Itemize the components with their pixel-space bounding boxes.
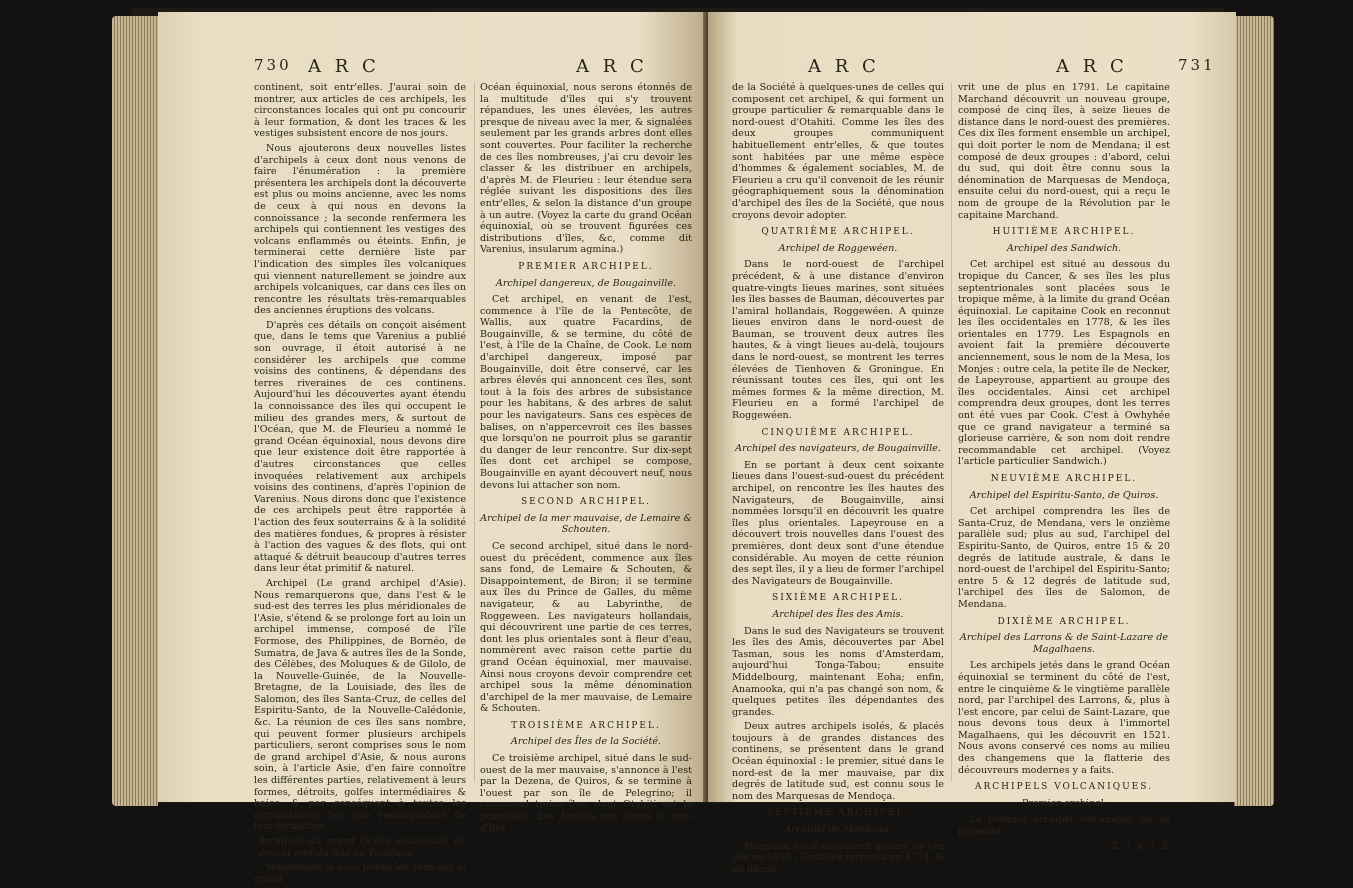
- paragraph: Cet archipel comprendra les îles de Santa-Cruz, de Mendana, vers le onzième parallèle sud; plus au sud, l'archipel del Espiritu-Santo, de Quiros, entre 15 & 20 degrés de latitude australe, & dans le nord-ouest de l'archipel del Espiritu-Santo; entre 5 & 12 degrés de latitude sud, l'archipel des îles de Salomon, de Mendana.: [958, 506, 1170, 610]
- left-page-edges: [112, 16, 158, 806]
- section-subtitle: Archipel des Îles de la Société.: [510, 736, 662, 748]
- section-title: ARCHIPELS VOLCANIQUES.: [975, 782, 1153, 793]
- paragraph: Le premier archipel volcanique qui se présente: [958, 814, 1170, 838]
- section-subtitle: Archipel des Sandwich.: [1006, 242, 1122, 254]
- paragraph: Maintenant si nous jetons les yeux sur le grand: [254, 862, 466, 885]
- right-column-2: [958, 82, 1170, 852]
- right-column-1: [732, 82, 944, 878]
- left-column-1: [254, 82, 466, 888]
- column-rule: [474, 82, 475, 782]
- section-subtitle: Archipel des navigateurs, de Bougainville.: [735, 443, 941, 455]
- paragraph: Cet archipel est situé au dessous du tropique du Cancer, & ses îles les plus septentrionales sont placées sous le tropique même, à la limite du grand Océan équinoxial. Le capitaine Cook en reconnut les îles occidentales en 1778, & les îles orientales en 1779. Les Espagnols en avoient fait la première découverte anciennement, sous le nom de la Mesa, los Monjes : outre cela, la petite île de Necker, de Lapeyrouse, appartient au groupe des îles occidentales. Ainsi cet archipel comprendra deux groupes, dont les terres ont été vues par Cook. C'est à Owhyhée que ce grand navigateur a terminé sa glorieuse carrière, & son nom doit rendre recommandable cet archipel. (Voyez l'article particulier Sandwich.): [958, 259, 1170, 468]
- section-subtitle: Premier archipel.: [1021, 797, 1107, 809]
- section-title: NEUVIÈME ARCHIPEL.: [990, 474, 1138, 484]
- paragraph: Archipel (Le grand archipel d'Asie). Nous remarquerons que, dans l'est & le sud-est des terres les plus méridionales de l'Asie, s'étend & se prolonge fort au loin un archipel immense, composé de l'île Formose, des Philippines, de Bornéo, de Sumatra, de Java & autres îles de la Sonde, des Célèbes, des Moluques & de Gilolo, de la Nouvelle-Guinée, de la Nouvelle-Bretagne, de la Louisiade, des îles de Salomon, des îles Santa-Cruz, de celles del Espiritu-Santo, de la Nouvelle-Calédonie, &c. La réunion de ces îles sans nombre, qui peuvent former plusieurs archipels particuliers, seront comprises sous le nom de grand archipel d'Asie, & nous aurons soin, à l'article Asie, d'en faire connoître les différentes parties, relativement à leurs formes, détroits, golfes intermédiaires & baies, & par conséquent à toutes les circonstances les plus remarquables de leur formation.: [254, 577, 466, 833]
- paragraph: vrit une de plus en 1791. Le capitaine Marchand découvrit un nouveau groupe, composé de cinq îles, à seize lieues de distance dans le nord-ouest des premières. Ces dix îles forment ensemble un archipel, qui doit porter le nom de Mendana; il est composé de deux groupes : d'abord, celui du sud, qui doit être connu sous la dénomination de Marquesas de Mendoça, ensuite celui du nord-ouest, qui a reçu le nom de groupe de la Révolution par le capitaine Marchand.: [958, 82, 1170, 221]
- paragraph: continent, soit entr'elles. J'aurai soin de montrer, aux articles de ces archipels, les circonstances locales qui ont pu concourir à leur formation, & dont les traces & les vestiges subsistent encore de nos jours.: [254, 82, 466, 140]
- paragraph: Cet archipel, en venant de l'est, commence à l'île de la Pentecôte, de Wallis, aux quatre Facardins, de Bougainville, & se termine, du côté de l'est, à l'île de la Chaîne, de Cook. Le nom d'archipel dangereux, imposé par Bougainville, doit être conservé, car les arbres élevés qui annoncent ces îles, sont tout à la fois des arbres de subsistance pour les habitans, & des arbres de salut pour les navigateurs. Sans ces espèces de balises, on n'appercevroit ces îles basses que lorsqu'on ne pourroit plus se garantir du danger de leur rencontre. Sur dix-sept îles dont cet archipel se compose, Bougainville en ayant découvert neuf, nous devons lui attacher son nom.: [480, 294, 692, 491]
- section-title: CINQUIÈME ARCHIPEL.: [761, 427, 915, 438]
- paragraph: Dans le sud des Navigateurs se trouvent les îles des Amis, découvertes par Abel Tasman, sous les noms d'Amsterdam, aujourd'hui Tonga-Tabou; ensuite Middelbourg, maintenant Eoha; enfin, Anamooka, qui n'a pas changé son nom, & quelques petites îles dépendantes des grandes.: [732, 625, 944, 718]
- left-page: [158, 12, 710, 885]
- section-title: QUATRIÈME ARCHIPEL.: [761, 227, 915, 238]
- section-title: DIXIÈME ARCHIPEL.: [997, 616, 1131, 627]
- paragraph: D'après ces détails on conçoit aisément que, dans le tems que Varenius a publié son ouvrage, il étoit autorisé à ne considérer les archipels que comme voisins des continens, & dépendans des terres riveraines de ces continens. Aujourd'hui les découvertes ayant étendu la connoissance des îles qui occupent le milieu des grandes mers, & surtout de l'Océan, que M. de Fleurieu a nommé le grand Océan équinoxial, nous devons dire que leur existence doit être rapportée à d'autres circonstances que celles invoquées relativement aux archipels voisins des continens, d'après l'opinion de Varenius. Nous dirons donc que l'existence de ces archipels peut être rapportée à l'action des feux souterrains & à la solidité des matières fondues, & propres à résister à l'action des vagues & des flots, qui ont attaqué & détruit beaucoup d'autres terres dans leur état primitif & naturel.: [254, 319, 466, 575]
- right-page: [708, 12, 1236, 875]
- page-number-right: 731: [1178, 56, 1216, 74]
- section-title: TROISIÈME ARCHIPEL.: [511, 720, 661, 731]
- running-head-center-right: A R C: [808, 56, 880, 77]
- left-column-2: [480, 82, 692, 837]
- section-subtitle: Archipel de la mer mauvaise, de Lemaire & Schouten.: [480, 512, 692, 536]
- paragraph: de la Société à quelques-unes de celles qui composent cet archipel, & qui forment un groupe particulier & remarquable dans le nord-ouest d'Otahiti. Comme les îles des deux groupes communiquent habituellement entr'elles, & que toutes sont habitées par une même espèce d'hommes & également sociables, M. de Fleurieu a cru qu'il convenoit de les réunir géographiquement sous la dénomination d'archipel des îles de la Société, que nous croyons devoir adopter.: [732, 82, 944, 221]
- left-page-header: [158, 56, 710, 80]
- column-rule: [951, 82, 952, 782]
- paragraph: Les archipels jetés dans le grand Océan équinoxial se terminent du côté de l'est, entre le cinquième & le vingtième parallèle nord, par l'archipel des Larrons, &, plus à l'est encore, par celui de Saint-Lazare, que nous devons tous deux à l'immortel Magalhaens, qui les découvrit en 1521. Nous avons conservé ces noms au milieu des changemens que la flatterie des découvreurs modernes y a faits.: [958, 660, 1170, 776]
- running-head-center-left: A R C: [576, 56, 648, 77]
- paragraph: Dans le nord-ouest de l'archipel précédent, & à une distance d'environ quatre-vingts lieues marines, sont situées les îles basses de Bauman, découvertes par l'amiral hollandais, Roggewéen. A quinze lieues environ dans le nord-ouest de Bauman, se trouvent deux autres îles hautes, & à vingt lieues au-delà, toujours dans le nord-ouest, se montrent les terres élevées de Tienhoven & Groningue. En réunissant toutes ces îles, qui ont les mêmes formes & la même direction, M. Fleurieu en a formé l'archipel de Roggewéen.: [732, 259, 944, 422]
- page-number-left: 730: [254, 56, 292, 74]
- section-title: PREMIER ARCHIPEL.: [518, 261, 654, 272]
- section-subtitle: Archipel des Larrons & de Saint-Lazare de Magalhaens.: [959, 632, 1169, 655]
- paragraph: Mendana avoit découvert quatre de ces îles en 1595 : Cook les retrouva en 1774, & en décou-: [732, 840, 944, 875]
- section-subtitle: Archipel de Roggewéen.: [778, 242, 898, 254]
- paragraph: Ce troisième archipel, situé dans le sud-ouest de la mer mauvaise, s'annonce à l'est par la Dezena, de Quiros, & se termine à l'ouest par son île de Pelegrino; il comprend treize îles, dont Otahiti est la principale. Les Anglais ont donné le nom d'îles: [480, 753, 692, 834]
- paragraph: Ce second archipel, situé dans le nord-ouest du précédent, commence aux îles sans fond, de Lemaire & Schouten, & Disappointement, de Biron; il se termine aux îles du Prince de Galles, du même navigateur, & au Labyrinthe, de Roggeween. Les navigateurs hollandais, qui découvrirent une partie de ces terres, dont les plus orientales sont à fleur d'eau, nommèrent avec raison cette partie du grand Océan équinoxial, mer mauvaise. Ainsi nous croyons devoir comprendre cet archipel sous la même dénomination d'archipel de la mer mauvaise, de Lemaire & Schouten.: [480, 540, 692, 715]
- section-title: SIXIÈME ARCHIPEL.: [772, 593, 904, 604]
- paragraph: Océan équinoxial, nous serons étonnés de la multitude d'îles qui s'y trouvent répandues, les unes élevées, les autres presque de niveau avec la mer, & signalées seulement par les grands arbres dont elles sont couvertes. Pour faciliter la recherche de ces îles nombreuses, j'ai cru devoir les classer & les distribuer en archipels, d'après M. de Fleurieu : leur étendue sera réglée suivant les dispositions des îles entr'elles, & selon la distance d'un groupe à un autre. (Voyez la carte du grand Océan équinoxial, où se trouvent figurées ces distributions d'îles, &c, comme dit Varenius, insularum agmina.): [480, 82, 692, 256]
- section-title: SECOND ARCHIPEL.: [521, 497, 651, 508]
- section-subtitle: Archipel de Mendana.: [784, 824, 892, 836]
- signature-mark: Z z z z 2: [1111, 840, 1170, 852]
- section-subtitle: Archipel dangereux, de Bougainville.: [495, 277, 677, 289]
- paragraph: Deux autres archipels isolés, & placés toujours à de grandes distances des continens, se présentent dans le grand Océan équinoxial : le premier, situé dans le nord-est de la mer mauvaise, par dix degrés de latitude sud, est connu sous le nom des Marquesas de Mendoça.: [732, 721, 944, 802]
- right-page-edges: [1234, 16, 1274, 806]
- running-head-right: A R C: [1056, 56, 1128, 77]
- paragraph: Nous ajouterons deux nouvelles listes d'archipels à ceux dont nous venons de faire l'énumération : la première présentera les archipels dont la découverte est plus ou moins ancienne, avec les noms de ceux à qui nous en devons la connoissance ; la seconde renfermera les archipels qui contiennent les vestiges des volcans enflammés ou éteints. Enfin, je terminerai cette dernière liste par l'indication des simples îles volcaniques qui viennent naturellement se joindre aux archipels volcaniques, car dans ces îles on rencontre les résultats très-remarquables des anciennes éruptions des volcans.: [254, 142, 466, 317]
- right-page-header: [708, 56, 1236, 80]
- section-note: Archipels du grand Océan équinoxial, ci-devant mer du Sud ou Pacifique.: [258, 836, 466, 859]
- section-title: HUITIÈME ARCHIPEL.: [992, 227, 1136, 238]
- running-head-left: A R C: [308, 56, 380, 77]
- paragraph: En se portant à deux cent soixante lieues dans l'ouest-sud-ouest du précédent archipel, on rencontre les îles hautes des Navigateurs, de Bougainville, ainsi nommées lorsqu'il en découvrit les quatre îles plus orientales. Lapeyrouse en a découvert trois nouvelles dans l'ouest des premières, dont deux sont d'une étendue considérable. Au moyen de cette réunion des sept îles, il y a lieu de former l'archipel des Navigateurs de Bougainville.: [732, 459, 944, 587]
- section-title: SEPTIÈME ARCHIPEL.: [766, 808, 910, 819]
- section-subtitle: Archipel des Îles des Amis.: [772, 608, 904, 620]
- section-subtitle: Archipel del Espiritu-Santo, de Quiros.: [969, 489, 1159, 501]
